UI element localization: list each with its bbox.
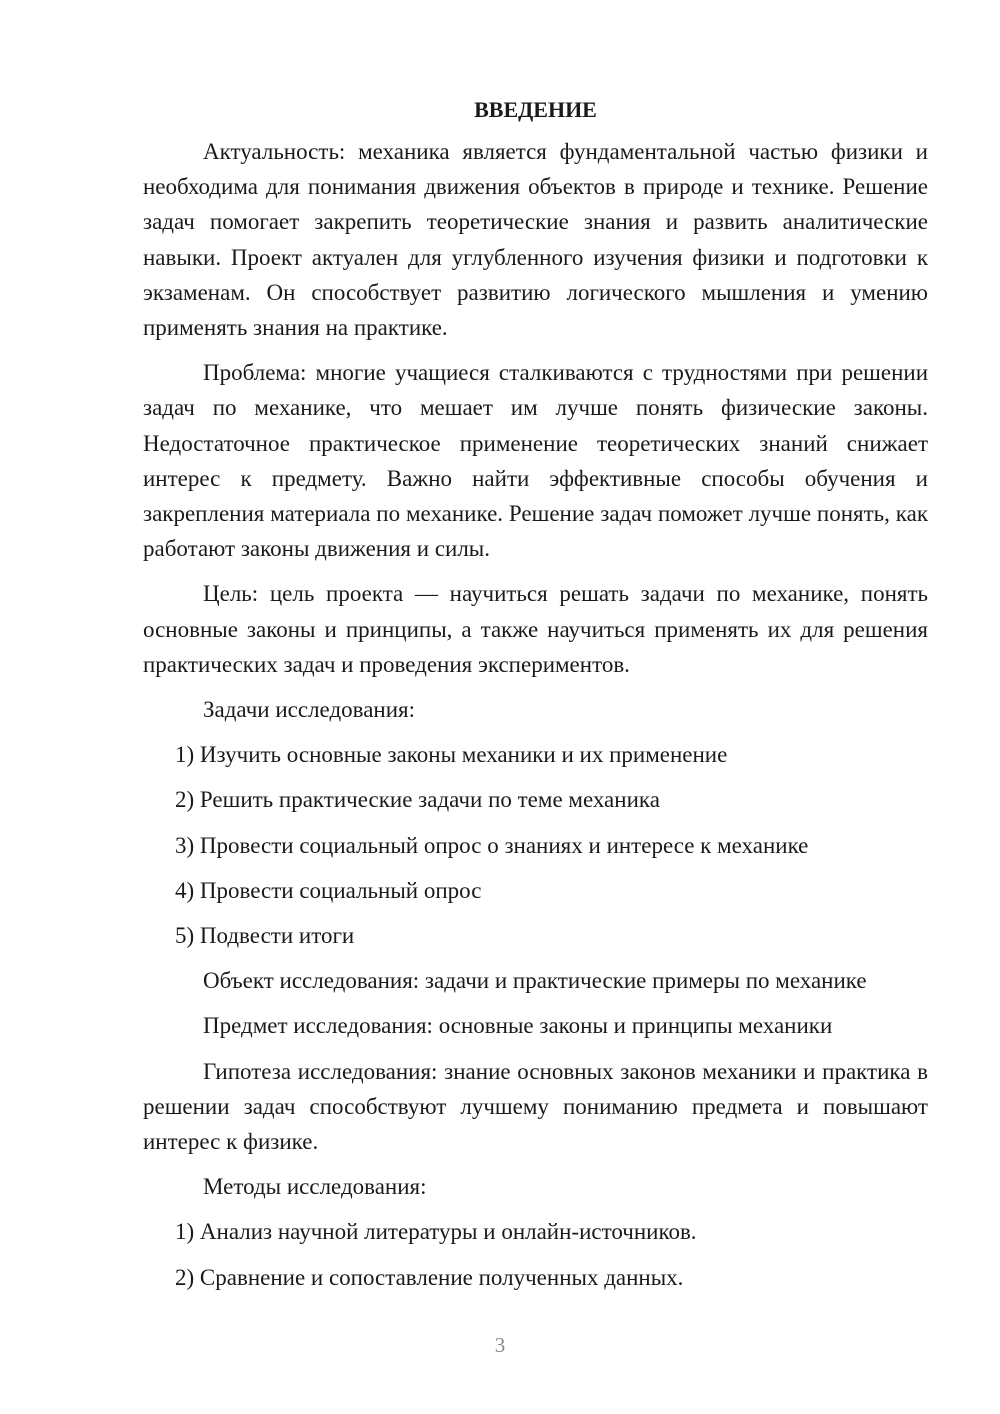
- task-item-3: 3) Провести социальный опрос о знаниях и интересе к механике: [175, 832, 809, 858]
- research-subject: Предмет исследования: основные законы и принципы механики: [203, 1013, 833, 1039]
- method-item-1: 1) Анализ научной литературы и онлайн-источников.: [175, 1219, 697, 1245]
- method-item-2: 2) Сравнение и сопоставление полученных данных.: [175, 1264, 684, 1290]
- page-number: 3: [494, 1333, 506, 1357]
- tasks-heading: Задачи исследования:: [203, 697, 416, 723]
- hypothesis-paragraph: Гипотеза исследования: знание основных законов механики и практика в решении задач способствуют лучшему пониманию предмета и повышают интерес к физике.: [143, 1058, 928, 1155]
- problem-paragraph: Проблема: многие учащиеся сталкиваются с трудностями при решении задач по механике, что мешает им лучше понять физические законы. Недостаточное практическое применение теоретических знаний снижает интерес к предмету. Важно найти эффективные способы обучения и закрепления материала по механике. Решение задач поможет лучше понять, как работают законы движения и силы.: [143, 360, 928, 562]
- task-item-2: 2) Решить практические задачи по теме механика: [175, 787, 660, 813]
- goal-paragraph: Цель: цель проекта — научиться решать задачи по механике, понять основные законы и принципы, а также научиться применять их для решения практических задач и проведения экспериментов.: [143, 581, 928, 677]
- task-item-5: 5) Подвести итоги: [175, 923, 355, 949]
- task-item-4: 4) Провести социальный опрос: [175, 877, 482, 903]
- task-item-1: 1) Изучить основные законы механики и их применение: [175, 742, 728, 768]
- methods-heading: Методы исследования:: [203, 1174, 427, 1200]
- section-title: ВВЕДЕНИЕ: [474, 97, 597, 122]
- research-object: Объект исследования: задачи и практические примеры по механике: [203, 968, 867, 994]
- document-page: [143, 92, 928, 1305]
- relevance-paragraph: Актуальность: механика является фундаментальной частью физики и необходима для понимания движения объектов в природе и технике. Решение задач помогает закрепить теоретические знания и развить аналитические навыки. Проект актуален для углубленного изучения физики и подготовки к экзаменам. Он способствует развитию логического мышления и умению применять знания на практике.: [143, 139, 928, 341]
